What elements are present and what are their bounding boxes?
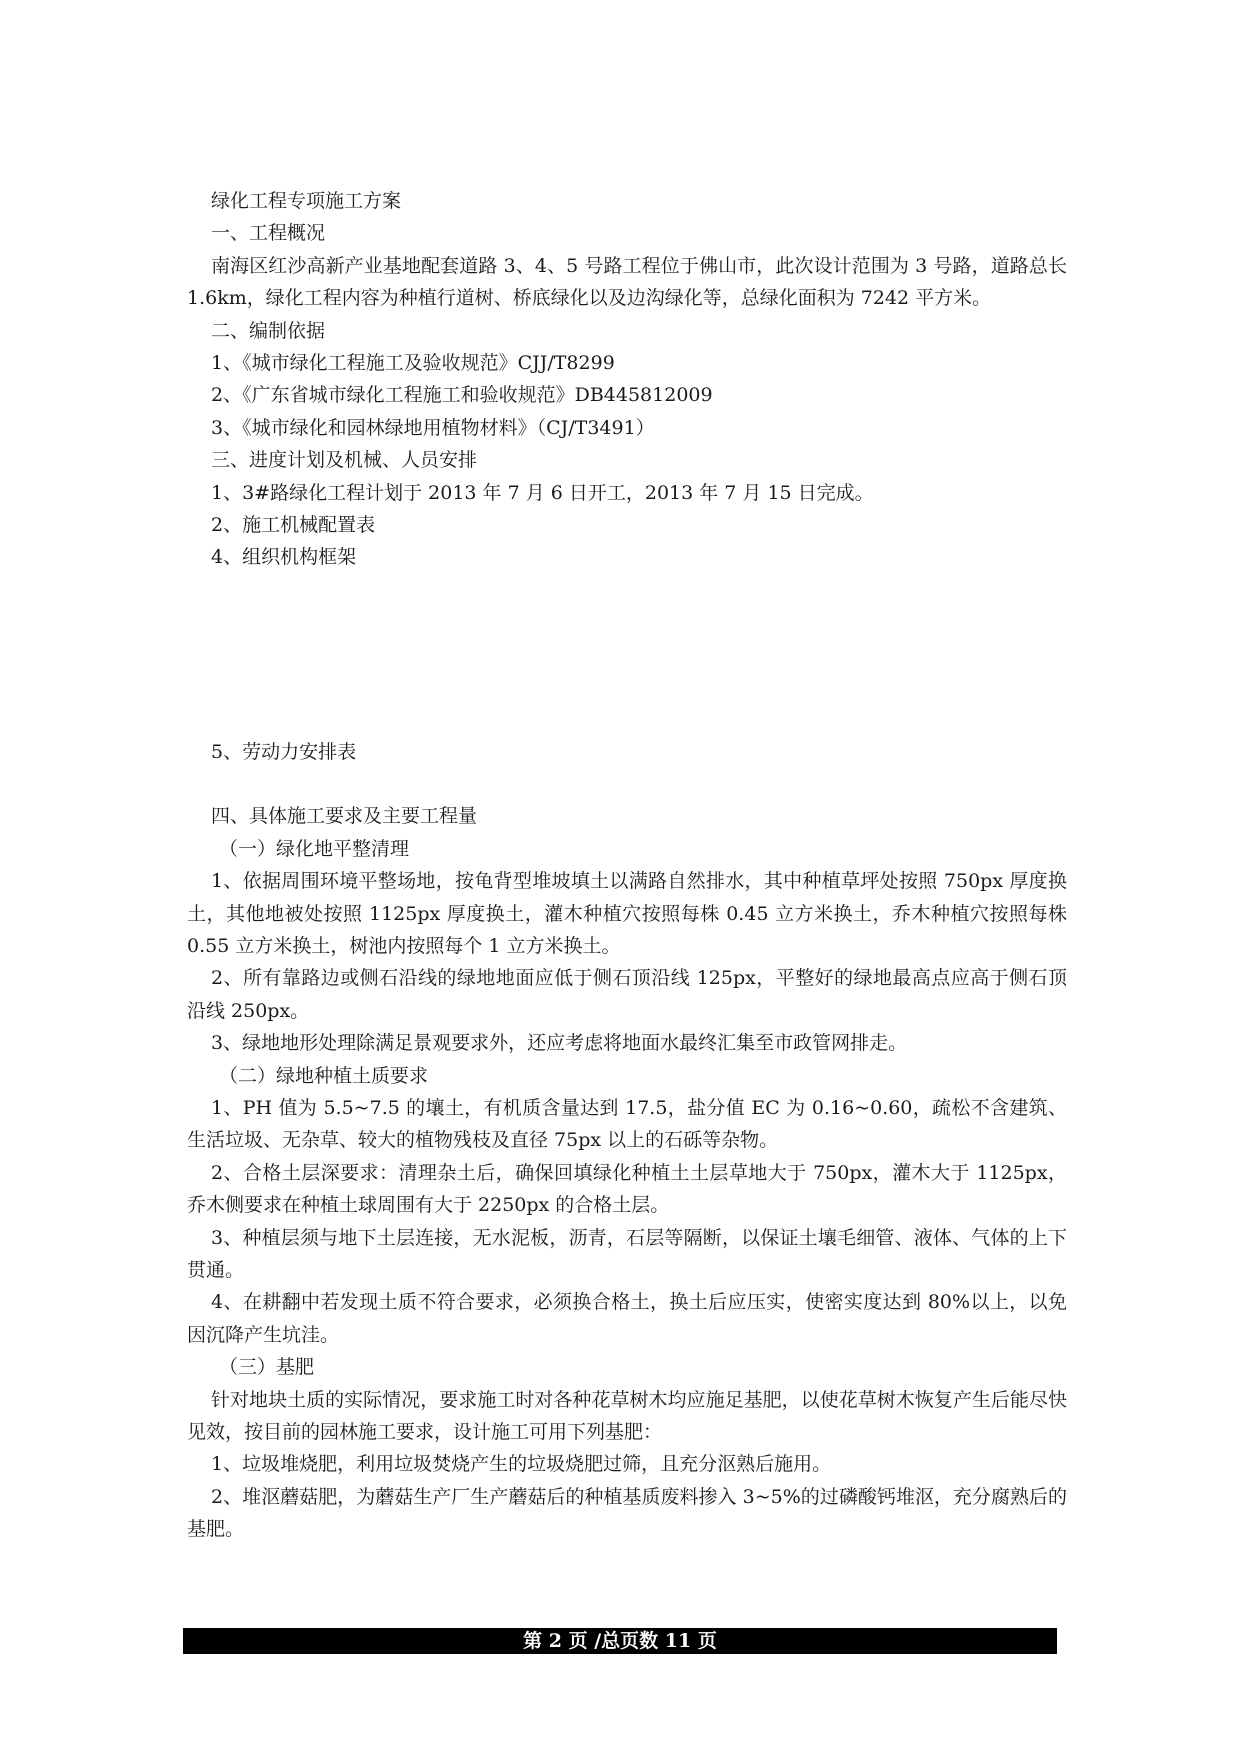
list-item: 1、依据周围环境平整场地，按龟背型堆坡填土以满路自然排水，其中种植草坪处按照 750px 厚度换土，其他地被处按照 1125px 厚度换土，灌木种植穴按照每株 0.45 立方米换土，乔木种植穴按照每株 0.55 立方米换土，树池内按照每个 1 立方米换土。 [187,870,1067,957]
document-title: 绿化工程专项施工方案 [211,190,402,212]
list-item: 2、堆沤蘑菇肥，为蘑菇生产厂生产蘑菇后的种植基质废料掺入 3~5%的过磷酸钙堆沤，充分腐熟后的基肥。 [187,1485,1067,1541]
list-item: 3、种植层须与地下土层连接，无水泥板，沥青，石层等隔断，以保证土壤毛细管、液体、气体的上下贯通。 [187,1226,1067,1281]
list-item: 1、垃圾堆烧肥，利用垃圾焚烧产生的垃圾烧肥过筛，且充分沤熟后施用。 [211,1453,832,1476]
list-item: 1、PH 值为 5.5~7.5 的壤土，有机质含量达到 17.5，盐分值 EC 为 0.16~0.60，疏松不含建筑、生活垃圾、无杂草、较大的植物残枝及直径 75px 以上的石砾等杂物。 [187,1096,1067,1152]
section-heading: 四、具体施工要求及主要工程量 [211,805,478,828]
subsection-heading: （一）绿化地平整清理 [219,837,410,860]
org-chart-placeholder [187,574,1067,736]
page-footer: 第 2 页 /总页数 11 页 [183,1628,1057,1654]
list-item: 2、合格土层深要求：清理杂土后，确保回填绿化种植土土层草地大于 750px，灌木大于 1125px，乔木侧要求在种植土球周围有大于 2250px 的合格土层。 [187,1161,1067,1217]
list-item: 1、3#路绿化工程计划于 2013 年 7 月 6 日开工，2013 年 7 月 15 日完成。 [211,481,874,504]
subsection-heading: （二）绿地种植土质要求 [219,1064,429,1087]
list-item: 2、施工机械配置表 [211,514,376,537]
subsection-heading: （三）基肥 [219,1356,315,1379]
blank-line [187,768,1067,800]
list-item: 1、《城市绿化工程施工及验收规范》CJJ/T8299 [211,352,615,375]
section-heading: 二、编制依据 [211,319,326,342]
list-item: 3、绿地地形处理除满足景观要求外，还应考虑将地面水最终汇集至市政管网排走。 [211,1032,908,1055]
document-body [187,185,1067,1546]
list-item: 4、在耕翻中若发现土质不符合要求，必须换合格土，换土后应压实，使密实度达到 80%以上，以免因沉降产生坑洼。 [187,1291,1067,1346]
paragraph: 针对地块土质的实际情况，要求施工时对各种花草树木均应施足基肥，以使花草树木恢复产生后能尽快见效，按目前的园林施工要求，设计施工可用下列基肥： [187,1388,1067,1443]
list-item: 2、所有靠路边或侧石沿线的绿地地面应低于侧石顶沿线 125px，平整好的绿地最高点应高于侧石顶沿线 250px。 [187,967,1067,1022]
list-item: 2、《广东省城市绿化工程施工和验收规范》DB445812009 [211,384,713,407]
list-item: 3、《城市绿化和园林绿地用植物材料》（CJ/T3491） [211,416,655,439]
paragraph: 南海区红沙高新产业基地配套道路 3、4、5 号路工程位于佛山市，此次设计范围为 3 号路，道路总长 1.6km，绿化工程内容为种植行道树、桥底绿化以及边沟绿化等，总绿化面积为 7242 平方米。 [187,254,1067,310]
section-heading: 一、工程概况 [211,222,326,245]
list-item: 4、组织机构框架 [211,546,357,569]
list-item: 5、劳动力安排表 [211,740,357,763]
section-heading: 三、进度计划及机械、人员安排 [211,449,478,472]
